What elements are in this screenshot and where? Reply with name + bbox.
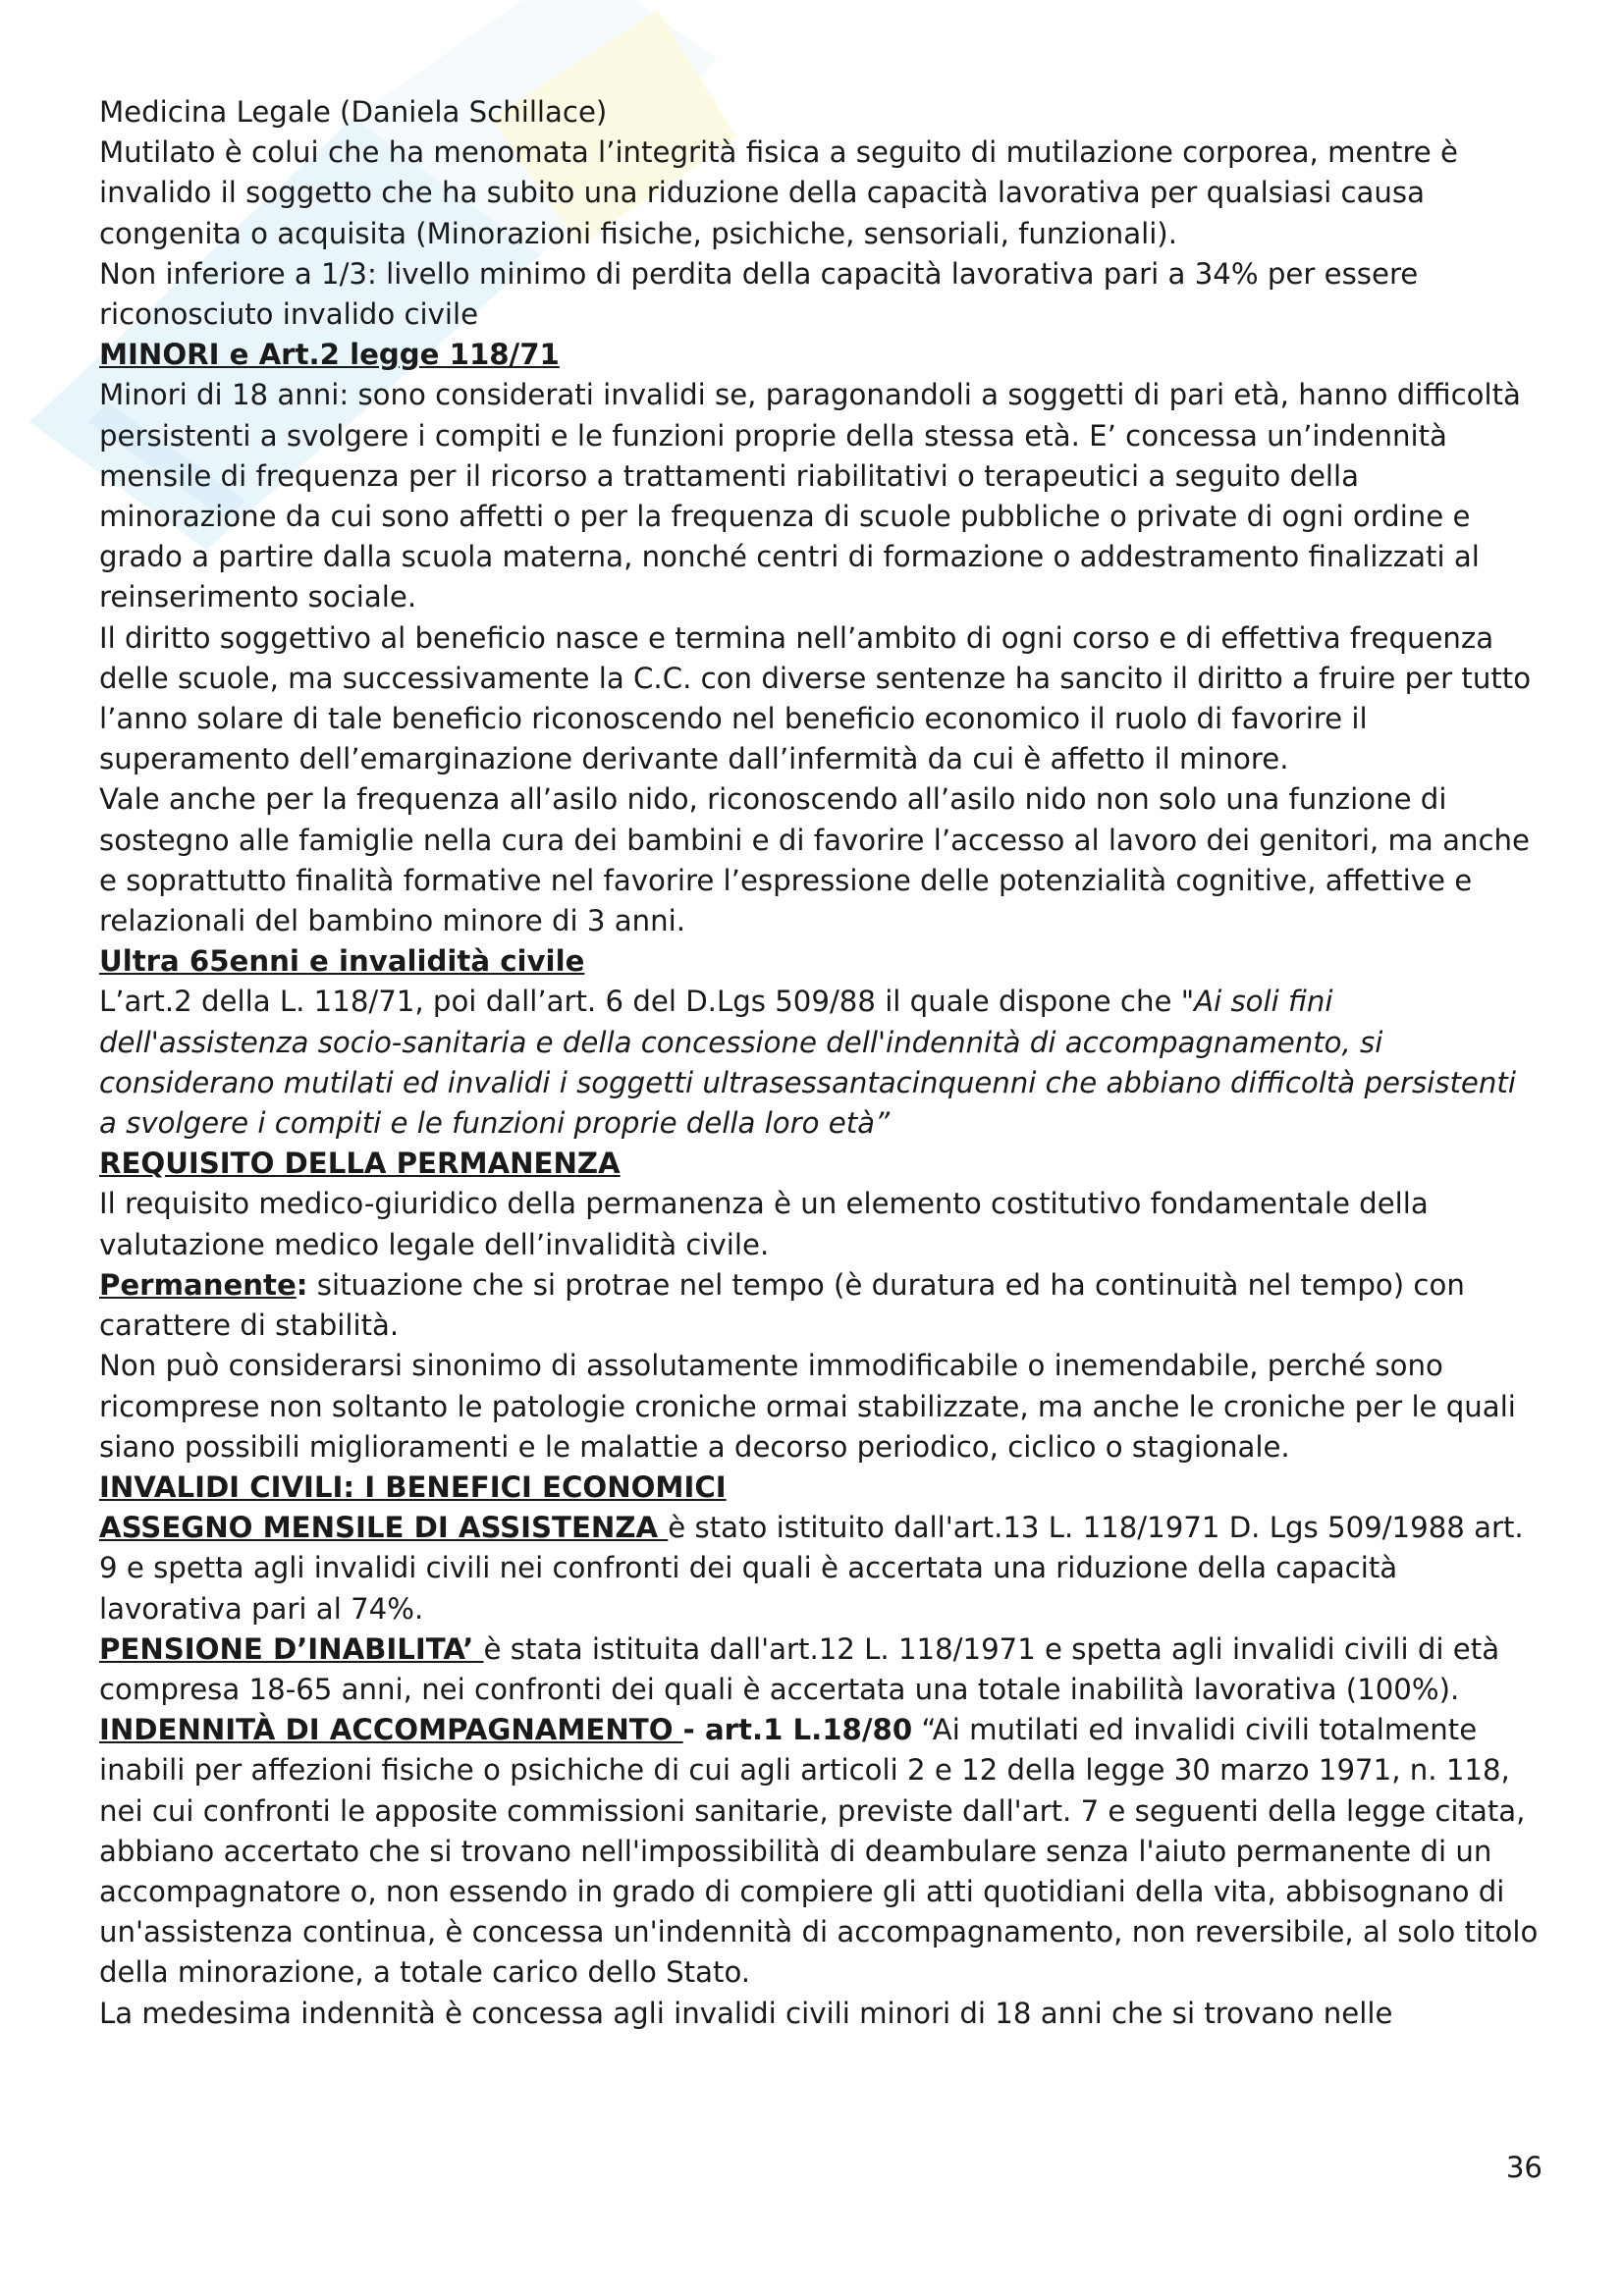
paragraph: Vale anche per la frequenza all’asilo nido, riconoscendo all’asilo nido non solo una funzione di sostegno alle famiglie nella cura dei bambini e di favorire l’accesso al lavoro dei genitori, ma anche e soprattutto finalità formative nel favorire l’espressione delle potenzialità cognitive, affettive e relazionali del bambino minore di 3 anni. (99, 782, 1530, 938)
section-heading-benefici: INVALIDI CIVILI: I BENEFICI ECONOMICI (99, 1469, 727, 1504)
term-indennita: INDENNITÀ DI ACCOMPAGNAMENTO (99, 1713, 683, 1747)
paragraph: Non può considerarsi sinonimo di assolutamente immodificabile o inemendabile, perché sono ricomprese non soltanto le patologie croniche ormai stabilizzate, ma anche le croniche per le quali siano possibili miglioramenti e le malattie a decorso periodico, ciclico o stagionale. (99, 1349, 1516, 1464)
pensione-text: è stata istituita dall'art.12 L. 118/1971 e spetta agli invalidi civili di età compresa 18-65 anni, nei confronti dei quali è accertata una totale inabilità lavorativa (100%). (99, 1631, 1500, 1706)
section-heading-ultra65: Ultra 65enni e invalidità civile (99, 944, 585, 979)
term-definition: situazione che si protrae nel tempo (è duratura ed ha continuità nel tempo) con carattere di stabilità. (99, 1267, 1465, 1343)
paragraph: La medesima indennità è concessa agli invalidi civili minori di 18 anni che si trovano nelle (99, 1996, 1393, 2030)
paragraph (99, 1710, 1542, 1993)
paragraph (99, 1629, 1542, 1710)
page-number: 36 (1505, 2151, 1542, 2184)
ultra-lead-text: L’art.2 della L. 118/71, poi dall’art. 6 del D.Lgs 509/88 il quale dispone che (99, 985, 1181, 1019)
document-title: Medicina Legale (Daniela Schillace) (99, 95, 608, 129)
assegno-text: è stato istituito dall'art.13 L. 118/1971 D. Lgs 509/1988 art. 9 e spetta agli invalidi civili nei confronti dei quali è accertata una riduzione della capacità lavorativa pari al 74%. (99, 1511, 1524, 1626)
document-body (99, 92, 1542, 2034)
paragraph: Il diritto soggettivo al beneficio nasce e termina nell’ambito di ogni corso e di effettiva frequenza delle scuole, ma successivamente la C.C. con diverse sentenze ha sancito il diritto a fruire per tutto l’anno solare di tale beneficio riconoscendo nel beneficio economico il ruolo di favorire il superamento dell’emarginazione derivante dall’infermità da cui è affetto il minore. (99, 620, 1532, 776)
paragraph: Minori di 18 anni: sono considerati invalidi se, paragonandoli a soggetti di pari età, hanno difficoltà persistenti a svolgere i compiti e le funzioni proprie della stessa età. E’ concessa un’indennità mensile di frequenza per il ricorso a trattamenti riabilitativi o terapeutici a seguito della minorazione da cui sono affetti o per la frequenza di scuole pubbliche o private di ogni ordine e grado a partire dalla scuola materna, nonché centri di formazione o addestramento finalizzati al reinserimento sociale. (99, 378, 1521, 614)
paragraph (99, 982, 1542, 1144)
term-pensione: PENSIONE D’INABILITA’ (99, 1631, 484, 1666)
term-permanente: Permanente (99, 1267, 297, 1302)
term-assegno: ASSEGNO MENSILE DI ASSISTENZA (99, 1511, 669, 1545)
paragraph (99, 1265, 1542, 1346)
indennita-reference: - art.1 L.18/80 (682, 1713, 913, 1747)
section-heading-requisito: REQUISITO DELLA PERMANENZA (99, 1147, 621, 1181)
paragraph: Non inferiore a 1/3: livello minimo di perdita della capacità lavorativa pari a 34% per essere riconosciuto invalido civile (99, 256, 1419, 332)
paragraph (99, 1508, 1542, 1629)
term-colon: : (296, 1267, 308, 1302)
ultra-quote: "Ai soli fini dell'assistenza socio-sanitaria e della concessione dell'indennità di accompagnamento, si considerano mutilati ed invalidi i soggetti ultrasessantacinquenni che abbiano difficoltà persistenti a svolgere i compiti e le funzioni proprie della loro età” (99, 985, 1516, 1141)
indennita-text: “Ai mutilati ed invalidi civili totalmente inabili per affezioni fisiche o psichiche di cui agli articoli 2 e 12 della legge 30 marzo 1971, n. 118, nei cui confronti le apposite commissioni sanitarie, previste dall'art. 7 e seguenti della legge citata, abbiano accertato che si trovano nell'impossibilità di deambulare senza l'aiuto permanente di un accompagnatore o, non essendo in grado di compiere gli atti quotidiani della vita, abbisognano di un'assistenza continua, è concessa un'indennità di accompagnamento, non reversibile, al solo titolo della minorazione, a totale carico dello Stato. (99, 1713, 1539, 1990)
section-heading-minori: MINORI e Art.2 legge 118/71 (99, 338, 560, 372)
paragraph: Mutilato è colui che ha menomata l’integrità fisica a seguito di mutilazione corporea, mentre è invalido il soggetto che ha subito una riduzione della capacità lavorativa per qualsiasi causa congenita o acquisita (Minorazioni fisiche, psichiche, sensoriali, funzionali). (99, 135, 1458, 250)
paragraph: Il requisito medico-giuridico della permanenza è un elemento costitutivo fondamentale della valutazione medico legale dell’invalidità civile. (99, 1187, 1429, 1261)
